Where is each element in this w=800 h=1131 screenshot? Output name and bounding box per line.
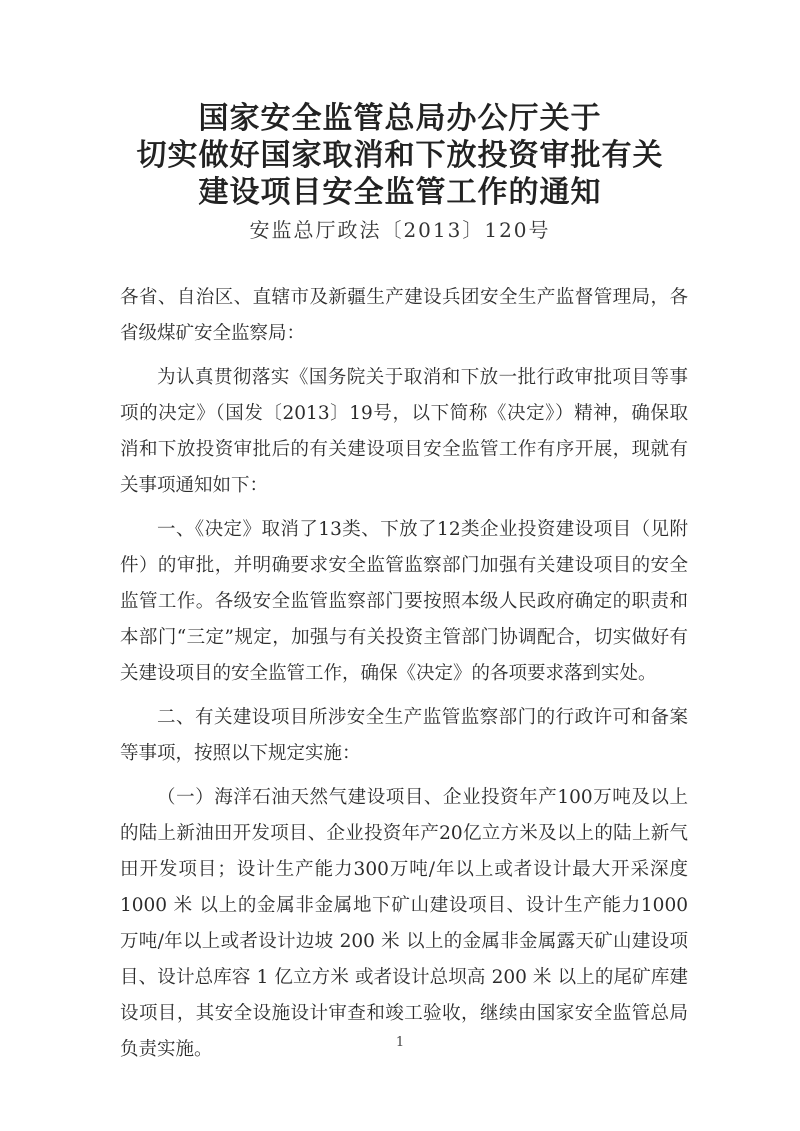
salutation: 各省、自治区、直辖市及新疆生产建设兵团安全生产监督管理局，各省级煤矿安全监察局： (120, 287, 688, 344)
page-number: 1 (395, 1035, 405, 1050)
title-line-1: 国家安全监管总局办公厅关于 (198, 101, 602, 136)
paragraph-intro: 为认真贯彻落实《国务院关于取消和下放一批行政审批项目等事项的决定》（国发〔2013〕19号，以下简称《决定》）精神，确保取消和下放投资审批后的有关建设项目安全监管工作有序开展，现就有关事项通知如下： (120, 367, 688, 496)
paragraph-subsection-1: （一）海洋石油天然气建设项目、企业投资年产100万吨及以上的陆上新油田开发项目、企业投资年产20亿立方米及以上的陆上新气田开发项目；设计生产能力300万吨/年以上或者设计最大开采深度 1000 米 以上的金属非金属地下矿山建设项目、设计生产能力1000万吨/年以上或者设计边坡 200 米 以上的金属非金属露天矿山建设项目、设计总库容 1 亿立方米 或者设计总坝高 200 米 以上的尾矿库建设项目，其安全设施设计审查和竣工验收，继续由国家安全监管总局负责实施。 (120, 787, 688, 1060)
title-line-2: 切实做好国家取消和下放投资审批有关 (136, 138, 664, 173)
paragraph-section-1: 一、《决定》取消了13类、下放了12类企业投资建设项目（见附件）的审批，并明确要求安全监管监察部门加强有关建设项目的安全监管工作。各级安全监管监察部门要按照本级人民政府确定的职责和本部门“三定”规定，加强与有关投资主管部门协调配合，切实做好有关建设项目的安全监管工作，确保《决定》的各项要求落到实处。 (120, 519, 688, 684)
document-body (120, 280, 688, 1076)
document-number: 安监总厅政法〔2013〕120号 (249, 218, 551, 242)
title-line-3: 建设项目安全监管工作的通知 (198, 175, 602, 210)
document-header (0, 100, 800, 245)
paragraph-section-2: 二、有关建设项目所涉安全生产监管监察部门的行政许可和备案等事项，按照以下规定实施： (120, 707, 688, 764)
